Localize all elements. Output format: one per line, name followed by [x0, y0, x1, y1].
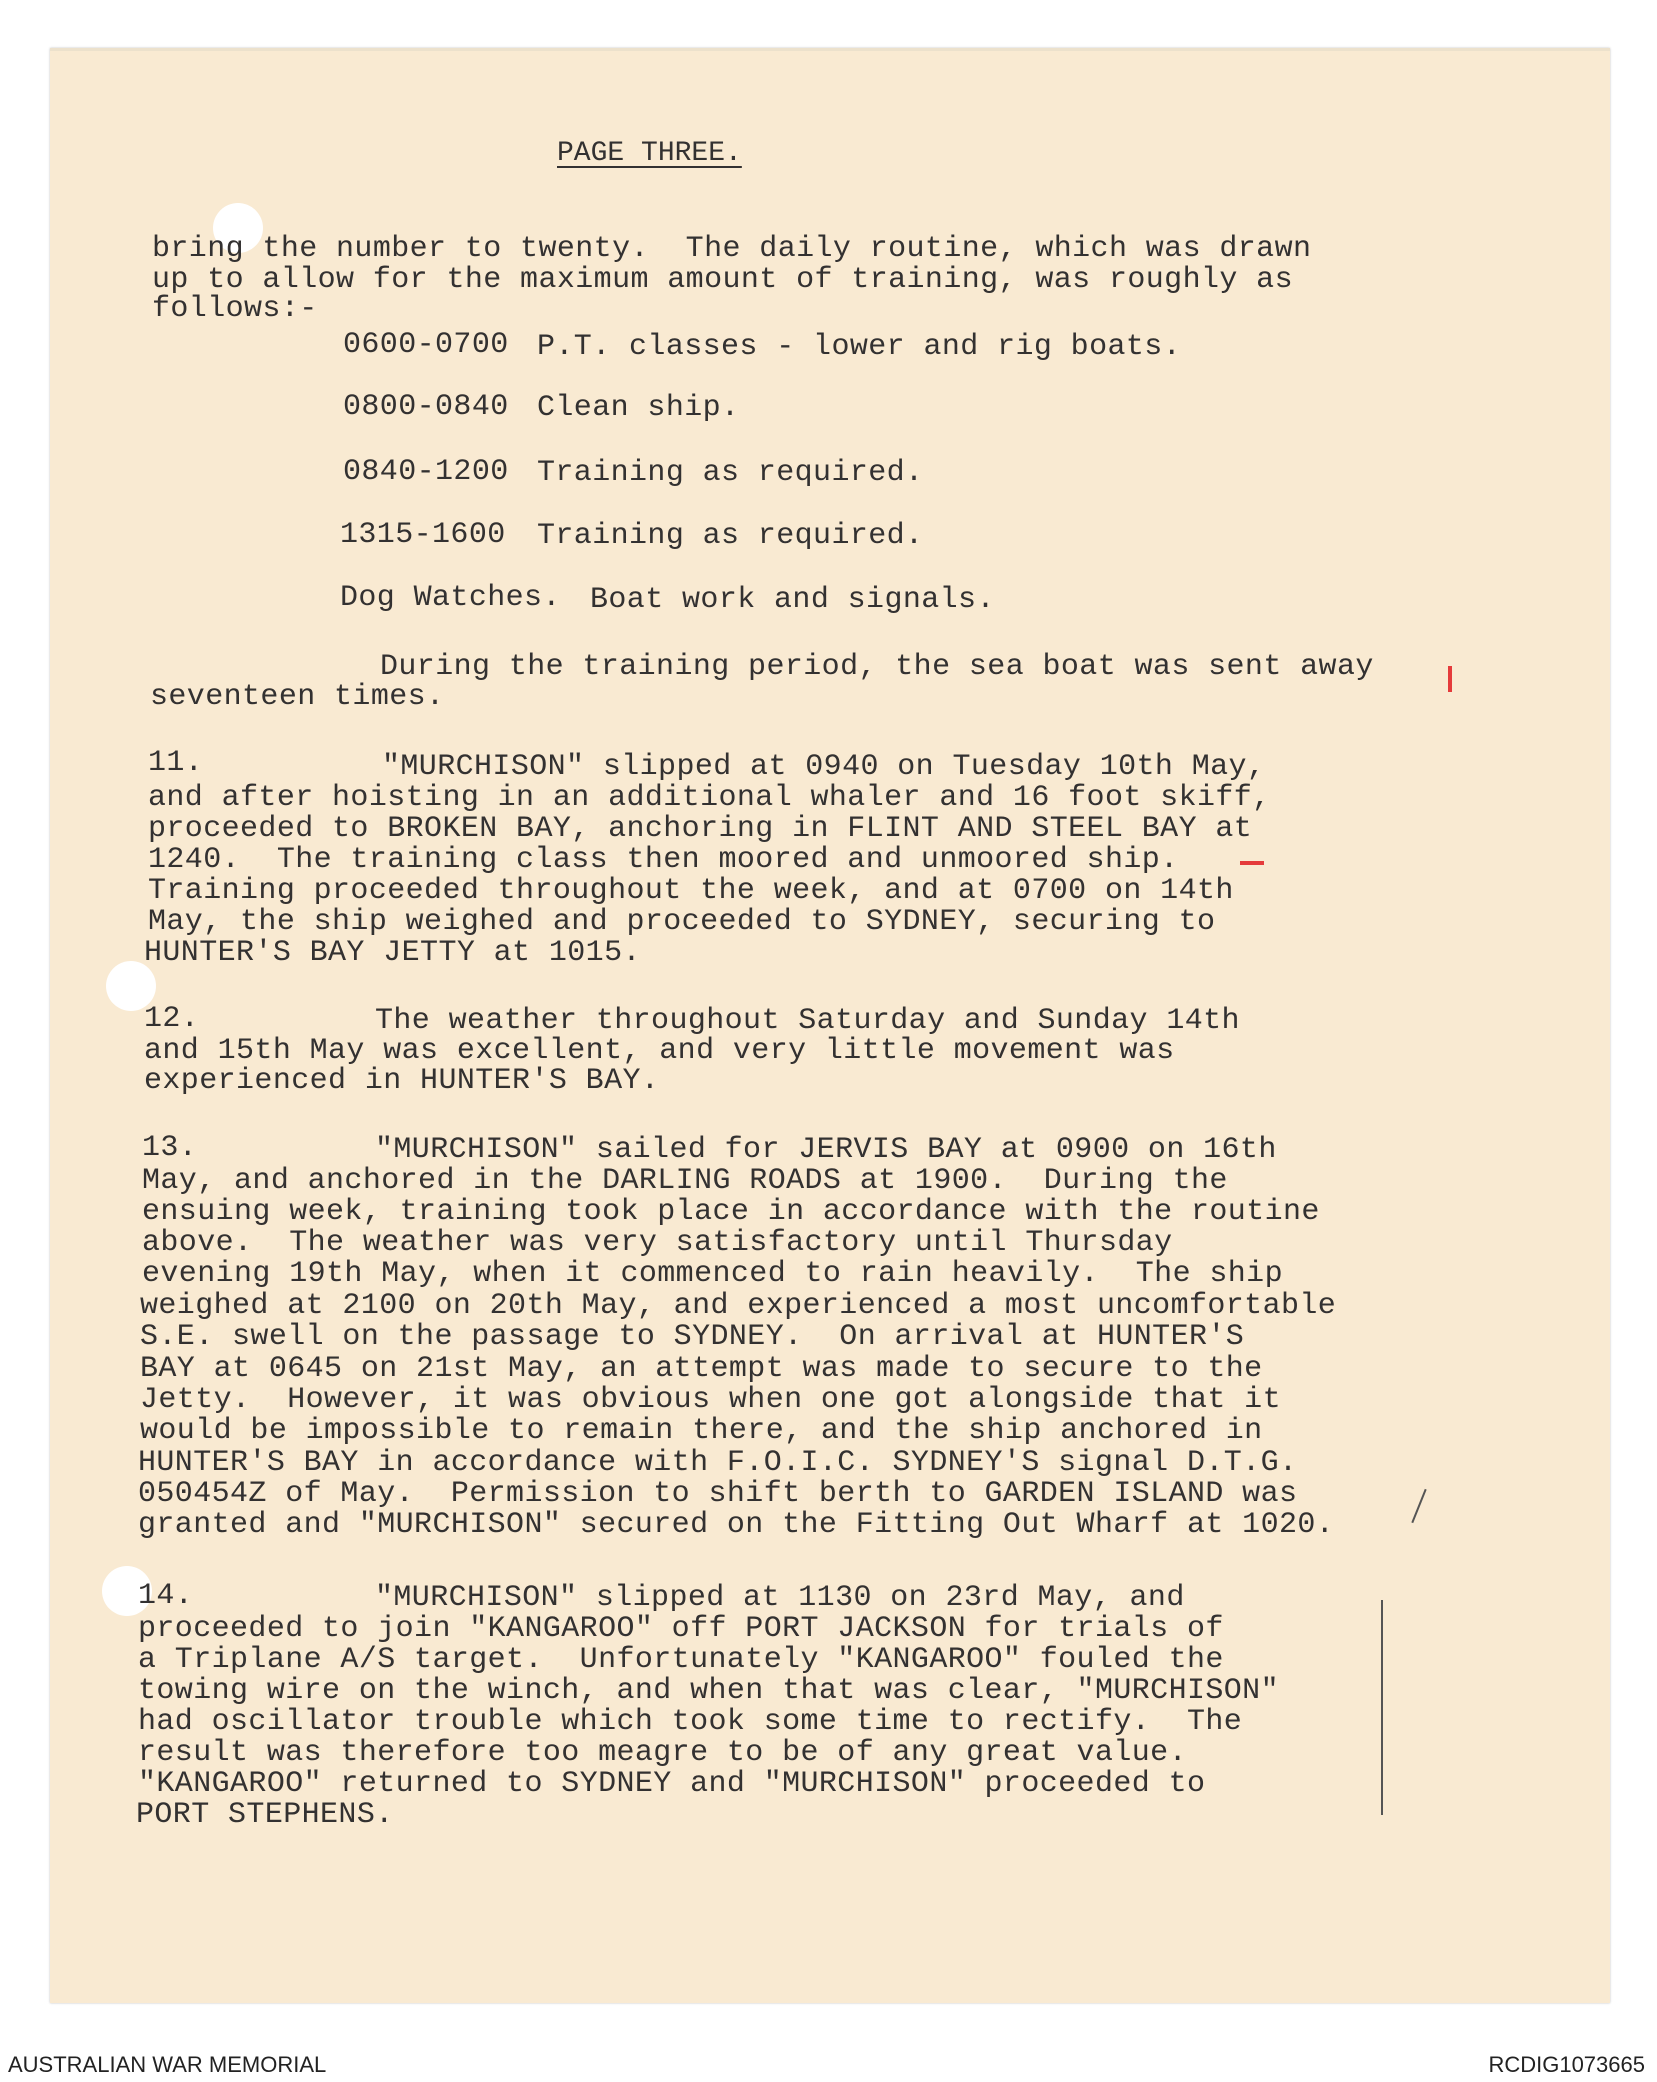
- text-line: BAY at 0645 on 21st May, an attempt was made to secure to the: [140, 1352, 1263, 1386]
- page-heading: PAGE THREE.: [557, 138, 742, 169]
- routine-time: 0840-1200: [343, 455, 509, 489]
- text-line: and 15th May was excellent, and very little movement was: [144, 1034, 1175, 1068]
- paragraph-number: 14.: [138, 1579, 194, 1613]
- red-margin-mark: [1240, 861, 1264, 865]
- text-line: and after hoisting in an additional whaler and 16 foot skiff,: [148, 781, 1271, 815]
- text-line: During the training period, the sea boat was sent away: [380, 650, 1374, 684]
- text-line: The weather throughout Saturday and Sunday 14th: [375, 1004, 1240, 1038]
- routine-time: 1315-1600: [340, 518, 506, 552]
- text-line: proceeded to BROKEN BAY, anchoring in FLINT AND STEEL BAY at: [148, 812, 1253, 846]
- footer-record-id: RCDIG1073665: [1488, 2052, 1645, 2077]
- text-line: granted and "MURCHISON" secured on the Fitting Out Wharf at 1020.: [138, 1508, 1335, 1542]
- routine-activity: Clean ship.: [537, 391, 740, 425]
- routine-activity: P.T. classes - lower and rig boats.: [537, 330, 1182, 364]
- text-line: May, and anchored in the DARLING ROADS at 1900. During the: [142, 1164, 1228, 1198]
- text-line: PORT STEPHENS.: [136, 1798, 394, 1832]
- text-line: "MURCHISON" slipped at 1130 on 23rd May, and: [375, 1581, 1185, 1615]
- text-line: S.E. swell on the passage to SYDNEY. On arrival at HUNTER'S: [140, 1320, 1245, 1354]
- text-line: "KANGAROO" returned to SYDNEY and "MURCHISON" proceeded to: [138, 1767, 1206, 1801]
- paragraph-number: 12.: [144, 1002, 200, 1036]
- text-line: towing wire on the winch, and when that was clear, "MURCHISON": [138, 1674, 1279, 1708]
- text-line: 1240. The training class then moored and unmoored ship.: [148, 843, 1179, 877]
- text-line: seventeen times.: [150, 680, 445, 714]
- paragraph-number: 13.: [142, 1131, 198, 1165]
- text-line: result was therefore too meagre to be of any great value.: [138, 1736, 1187, 1770]
- text-line: follows:-: [152, 292, 318, 326]
- red-margin-mark: [1448, 666, 1452, 692]
- text-line: up to allow for the maximum amount of training, was roughly as: [152, 263, 1293, 297]
- text-line: Training proceeded throughout the week, and at 0700 on 14th: [148, 874, 1234, 908]
- routine-activity: Boat work and signals.: [590, 583, 995, 617]
- routine-activity: Training as required.: [537, 456, 924, 490]
- text-line: proceeded to join "KANGAROO" off PORT JACKSON for trials of: [138, 1612, 1224, 1646]
- text-line: HUNTER'S BAY JETTY at 1015.: [144, 936, 641, 970]
- text-line: bring the number to twenty. The daily routine, which was drawn: [152, 232, 1312, 266]
- routine-time: 0600-0700: [343, 328, 509, 362]
- text-line: had oscillator trouble which took some time to rectify. The: [138, 1705, 1243, 1739]
- text-line: weighed at 2100 on 20th May, and experienced a most uncomfortable: [140, 1289, 1337, 1323]
- text-line: would be impossible to remain there, and the ship anchored in: [140, 1414, 1263, 1448]
- text-line: above. The weather was very satisfactory until Thursday: [142, 1226, 1173, 1260]
- text-line: "MURCHISON" slipped at 0940 on Tuesday 10th May,: [382, 750, 1266, 784]
- text-line: Jetty. However, it was obvious when one got alongside that it: [140, 1383, 1281, 1417]
- text-line: evening 19th May, when it commenced to rain heavily. The ship: [142, 1257, 1283, 1291]
- pencil-margin-line: [1381, 1600, 1383, 1815]
- routine-time: Dog Watches.: [340, 581, 561, 615]
- footer-institution: AUSTRALIAN WAR MEMORIAL: [8, 2052, 327, 2077]
- text-line: 050454Z of May. Permission to shift berth to GARDEN ISLAND was: [138, 1477, 1298, 1511]
- text-line: experienced in HUNTER'S BAY.: [144, 1064, 660, 1098]
- text-line: HUNTER'S BAY in accordance with F.O.I.C. SYDNEY'S signal D.T.G.: [138, 1446, 1298, 1480]
- text-line: May, the ship weighed and proceeded to SYDNEY, securing to: [148, 905, 1216, 939]
- text-line: ensuing week, training took place in accordance with the routine: [142, 1195, 1320, 1229]
- paragraph-number: 11.: [148, 746, 204, 780]
- routine-activity: Training as required.: [537, 519, 924, 553]
- routine-time: 0800-0840: [343, 390, 509, 424]
- text-line: a Triplane A/S target. Unfortunately "KANGAROO" fouled the: [138, 1643, 1224, 1677]
- text-line: "MURCHISON" sailed for JERVIS BAY at 0900 on 16th: [375, 1133, 1277, 1167]
